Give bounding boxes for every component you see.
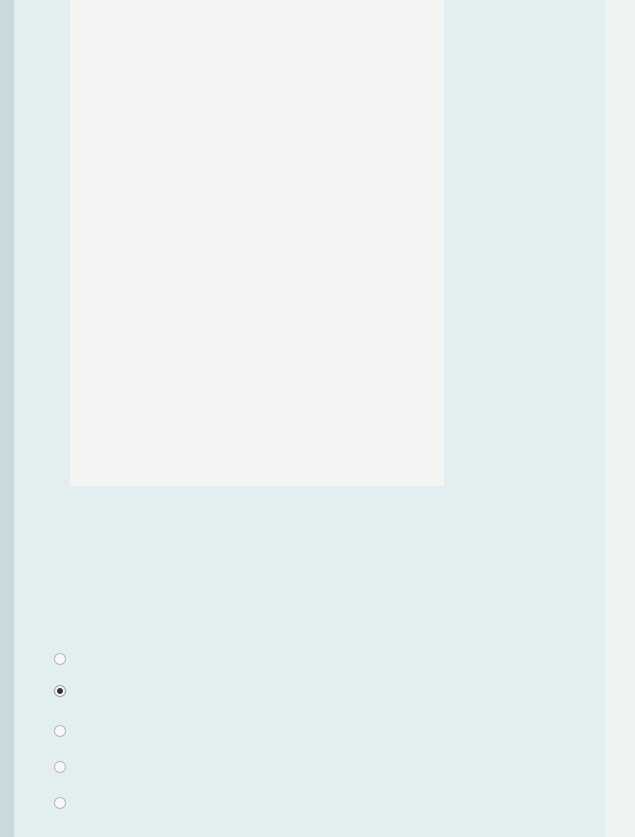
marginal-label-bg — [282, 209, 350, 245]
option-d[interactable] — [54, 756, 100, 778]
option-e[interactable] — [54, 792, 100, 814]
radio-button[interactable] — [54, 761, 66, 773]
right-edge — [605, 0, 635, 837]
radio-button[interactable] — [54, 653, 66, 665]
question-card — [14, 0, 605, 837]
option-b[interactable] — [54, 680, 100, 702]
left-edge — [0, 0, 14, 837]
figure-image — [70, 0, 444, 486]
figure-svg — [70, 0, 444, 486]
radio-button[interactable] — [54, 797, 66, 809]
average-label-bg — [382, 318, 444, 354]
option-a[interactable] — [54, 648, 100, 670]
radio-button[interactable] — [54, 725, 66, 737]
radio-button-selected[interactable] — [54, 685, 66, 697]
option-c[interactable] — [54, 720, 100, 742]
